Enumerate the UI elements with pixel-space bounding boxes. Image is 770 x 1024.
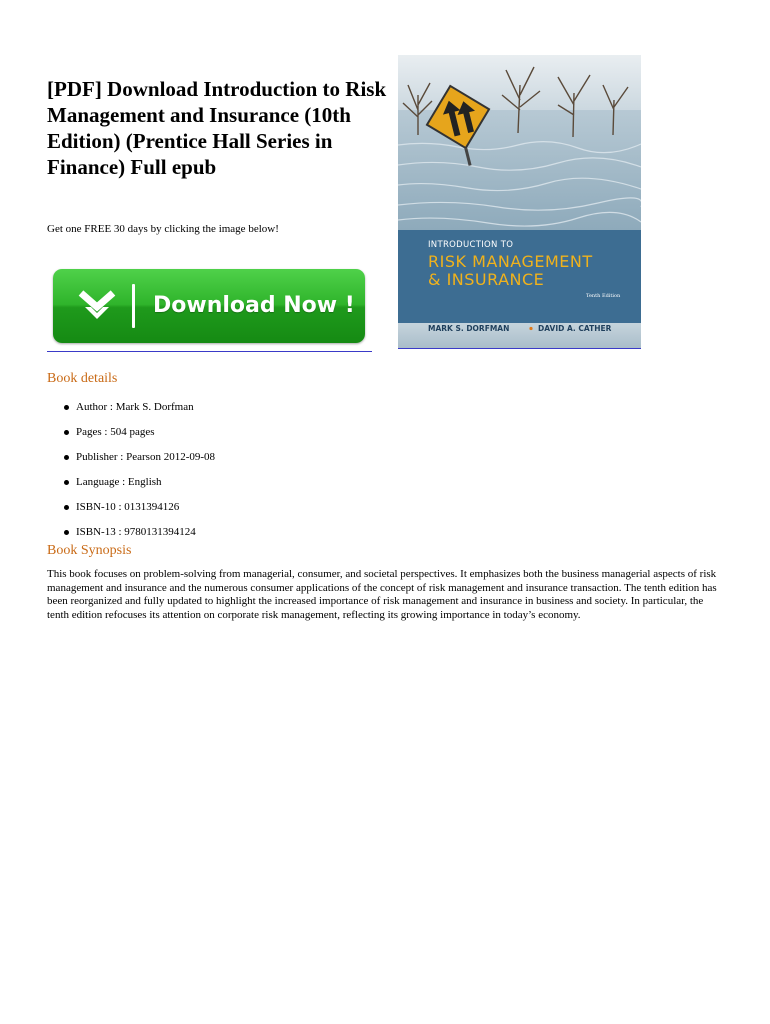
book-cover-image [398, 55, 641, 348]
download-now-link[interactable] [47, 263, 372, 352]
book-details-heading: Book details [47, 371, 118, 386]
detail-author: Author : Mark S. Dorfman [76, 395, 215, 420]
book-synopsis-heading: Book Synopsis [47, 543, 132, 558]
cover-edition: Tenth Edition [586, 293, 621, 299]
free-offer-text: Get one FREE 30 days by clicking the image below! [47, 223, 279, 235]
book-cover-link[interactable] [398, 55, 641, 349]
detail-pages: Pages : 504 pages [76, 420, 215, 445]
book-details-list [76, 395, 215, 545]
detail-language: Language : English [76, 470, 215, 495]
cover-line2: RISK MANAGEMENT [428, 252, 593, 271]
download-chevron-icon [77, 285, 117, 325]
cover-line1: INTRODUCTION TO [428, 240, 514, 250]
button-divider [132, 284, 135, 328]
download-button-label: Download Now ! [153, 293, 355, 318]
synopsis-text: This book focuses on problem-solving from managerial, consumer, and societal perspectives. It emphasizes both the business managerial aspects of risk management and insurance and the numerous consumer applications of the concept of risk management and insurance transaction. The tenth edition has been reorganized and fully updated to highlight the increased importance of risk management and insurance in business and society. In particular, the tenth edition refocuses its attention on corporate risk management, reflecting its growing importance in today’s economy. [47, 568, 717, 621]
cover-line3: & INSURANCE [428, 270, 545, 289]
cover-author2: DAVID A. CATHER [538, 324, 612, 333]
page-title: [PDF] Download Introduction to Risk Management and Insurance (10th Edition) (Prentice Hall Series in Finance) Full epub [47, 77, 387, 179]
detail-publisher: Publisher : Pearson 2012-09-08 [76, 445, 215, 470]
detail-isbn10: ISBN-10 : 0131394126 [76, 495, 215, 520]
cover-author1: MARK S. DORFMAN [428, 324, 510, 333]
download-now-button[interactable] [53, 269, 365, 343]
detail-isbn13: ISBN-13 : 9780131394124 [76, 520, 215, 545]
